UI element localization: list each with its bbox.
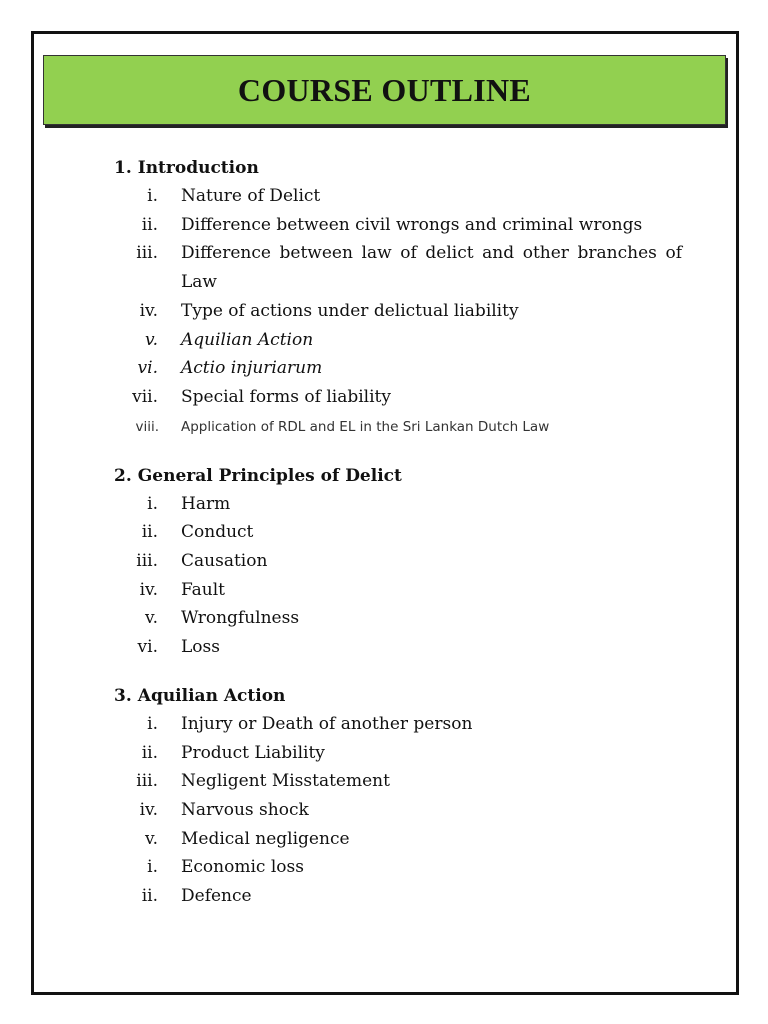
list-item — [34, 576, 736, 605]
item-number: i. — [147, 713, 158, 734]
list-item — [34, 796, 736, 825]
item-text: Actio injuriarum — [181, 358, 323, 379]
item-number: iv. — [139, 579, 158, 600]
item-text: Application of RDL and EL in the Sri Lankan Dutch Law — [181, 418, 550, 435]
item-number: vi. — [137, 637, 158, 658]
item-text: Loss — [181, 637, 220, 658]
item-number: ii. — [141, 742, 158, 763]
list-item — [34, 547, 736, 576]
section-number: 2. — [114, 465, 132, 486]
outline-section — [34, 154, 736, 442]
item-number: iii. — [136, 551, 158, 572]
item-number: iv. — [139, 300, 158, 321]
item-text: Product Liability — [181, 742, 325, 763]
item-number: i. — [147, 186, 158, 206]
list-item — [34, 825, 736, 854]
list-item — [34, 211, 736, 240]
list-item — [34, 604, 736, 633]
title-banner — [43, 55, 726, 125]
item-number: iii. — [136, 771, 158, 792]
list-item — [34, 239, 736, 296]
item-text: Economic loss — [181, 857, 304, 878]
item-text: Harm — [181, 493, 231, 514]
section-title: Introduction — [137, 158, 259, 178]
list-item — [34, 412, 736, 442]
section-heading — [34, 682, 736, 710]
list-item — [34, 354, 736, 383]
outline-section — [34, 462, 736, 662]
item-text: Difference between civil wrongs and criminal wrongs — [181, 214, 643, 235]
list-item — [34, 882, 736, 911]
list-item — [34, 297, 736, 326]
item-number: v. — [145, 329, 158, 350]
item-text: Injury or Death of another person — [181, 713, 473, 734]
list-item — [34, 853, 736, 882]
item-text: Type of actions under delictual liability — [181, 300, 519, 321]
item-text: Narvous shock — [181, 799, 309, 820]
section-heading — [34, 154, 736, 182]
item-number: ii. — [141, 522, 158, 543]
item-text: Medical negligence — [181, 828, 350, 849]
item-text: Special forms of liability — [181, 386, 391, 407]
item-number: vii. — [132, 386, 158, 407]
list-item — [34, 326, 736, 355]
item-number: v. — [145, 828, 158, 849]
list-item — [34, 490, 736, 519]
item-number: vi. — [137, 358, 158, 379]
item-number: i. — [147, 857, 158, 878]
item-text: Causation — [181, 551, 268, 572]
item-text: Nature of Delict — [181, 186, 321, 206]
list-item — [34, 710, 736, 739]
item-text: Defence — [181, 886, 252, 907]
item-number: iii. — [136, 243, 158, 264]
item-number: ii. — [141, 214, 158, 235]
item-text: Conduct — [181, 522, 254, 543]
item-text: Aquilian Action — [181, 329, 314, 350]
item-text: Wrongfulness — [181, 608, 300, 629]
section-heading — [34, 462, 736, 490]
outline-section — [34, 682, 736, 911]
section-title: Aquilian Action — [137, 685, 286, 706]
outline-content — [34, 154, 736, 931]
list-item — [34, 518, 736, 547]
item-number: v. — [145, 608, 158, 629]
list-item — [34, 633, 736, 662]
list-item — [34, 383, 736, 412]
item-text: Difference between law of delict and other branches of Law — [181, 243, 682, 293]
item-number: iv. — [139, 799, 158, 820]
item-text: Fault — [181, 579, 225, 600]
section-title: General Principles of Delict — [137, 465, 402, 486]
page-title: COURSE OUTLINE — [237, 71, 532, 108]
item-number: i. — [147, 493, 158, 514]
section-number: 1. — [114, 158, 132, 178]
list-item — [34, 182, 736, 211]
page-border — [31, 31, 739, 995]
list-item — [34, 767, 736, 796]
section-number: 3. — [114, 685, 132, 706]
item-text: Negligent Misstatement — [181, 771, 390, 792]
item-number: viii. — [135, 418, 159, 435]
item-number: ii. — [141, 886, 158, 907]
list-item — [34, 739, 736, 768]
